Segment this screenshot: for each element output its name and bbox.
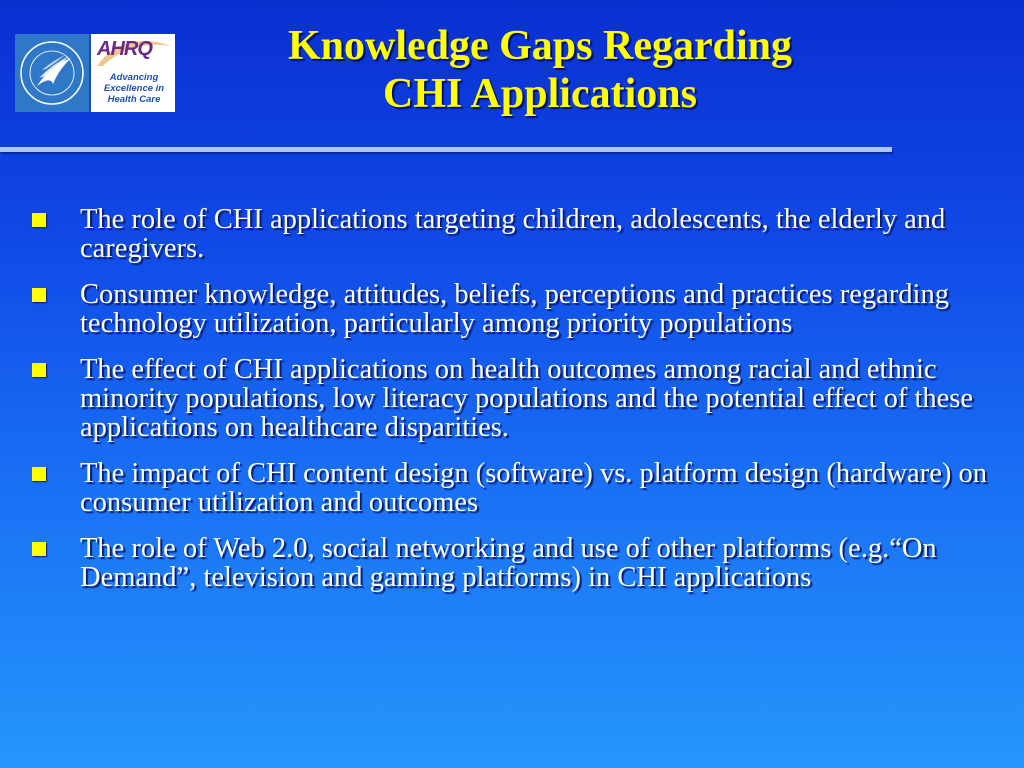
bullet-list [0, 205, 1024, 609]
ahrq-tagline: Advancing Excellence in Health Care [103, 72, 165, 105]
square-bullet-icon [32, 288, 46, 302]
bullet-text: The effect of CHI applications on health outcomes among racial and ethnic minority populations, low literacy populations and the potential effect of these applications on healthcare disparities. [80, 354, 974, 443]
bullet-item [0, 205, 1024, 263]
slide-title-line-1: Knowledge Gaps Regarding [287, 23, 793, 69]
bullet-item [0, 355, 1024, 442]
ahrq-logo [89, 34, 175, 112]
square-bullet-icon [32, 363, 46, 377]
square-bullet-icon [32, 467, 46, 481]
bullet-text: The impact of CHI content design (software) vs. platform design (hardware) on consumer utilization and outcomes [80, 458, 987, 518]
bullet-item [0, 459, 1024, 517]
logo-group [15, 34, 175, 112]
hhs-seal-icon [15, 34, 89, 112]
slide-title [200, 22, 880, 118]
square-bullet-icon [32, 213, 46, 227]
title-divider [0, 147, 892, 152]
bullet-text: Consumer knowledge, attitudes, beliefs, perceptions and practices regarding technology utilization, particularly among priority populations [80, 279, 949, 339]
bullet-item [0, 280, 1024, 338]
bullet-text: The role of Web 2.0, social networking and use of other platforms (e.g.“On Demand”, television and gaming platforms) in CHI applications [80, 533, 937, 593]
bullet-text: The role of CHI applications targeting children, adolescents, the elderly and caregivers. [80, 204, 946, 264]
square-bullet-icon [32, 542, 46, 556]
ahrq-wordmark: AHRQ [97, 38, 152, 60]
slide-title-line-2: CHI Applications [383, 71, 697, 117]
bullet-item [0, 534, 1024, 592]
